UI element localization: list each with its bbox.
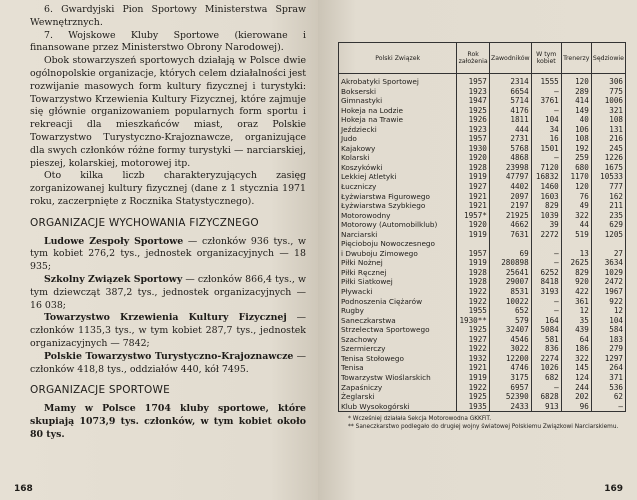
cell-value: 7631 (489, 230, 531, 240)
cell-value: 12200 (489, 354, 531, 364)
cell-value: 682 (531, 373, 561, 383)
table-row (339, 172, 626, 182)
cell-association: Saneczkarstwa (339, 316, 457, 326)
cell-association: Jeździecki (339, 125, 457, 135)
cell-value: 2472 (591, 277, 625, 287)
cell-association: Podnoszenia Ciężarów (339, 297, 457, 307)
cell-association: Akrobatyki Sportowej (339, 74, 457, 87)
table-row (339, 392, 626, 402)
cell-value: 1927 (457, 182, 490, 192)
table-row (339, 383, 626, 393)
table-row (339, 182, 626, 192)
cell-association: Piłki Siatkowej (339, 277, 457, 287)
cell-value: 1925 (457, 106, 490, 116)
cell-value: 2731 (489, 134, 531, 144)
cell-association: Szachowy (339, 335, 457, 345)
org-entry: Ludowe Zespoły Sportowe — członków 936 tys., w tym kobiet 276,2 tys., jednostek organizacyjnych — 18 935; (30, 235, 306, 273)
cell-value: 149 (561, 106, 591, 116)
cell-value: 4546 (489, 335, 531, 345)
table-row (339, 125, 626, 135)
cell-value: 4746 (489, 363, 531, 373)
cell-value: 1928 (457, 277, 490, 287)
cell-value: 1006 (591, 96, 625, 106)
cell-value: 39 (531, 220, 561, 230)
cell-value: 922 (591, 297, 625, 307)
paragraph-3: Mamy w Polsce 1704 kluby sportowe, które skupiają 1073,9 tys. członków, w tym kobiet około 80 tys. (30, 403, 306, 440)
cell-association: Strzelectwa Sportowego (339, 325, 457, 335)
table-row (339, 239, 626, 249)
cell-value: 321 (591, 106, 625, 116)
table-row (339, 134, 626, 144)
cell-value: — (531, 106, 561, 116)
cell-value: 104 (591, 316, 625, 326)
cell-value: 2197 (489, 201, 531, 211)
cell-value: 1922 (457, 297, 490, 307)
cell-value: 422 (561, 287, 591, 297)
cell-association: Łuczniczy (339, 182, 457, 192)
cell-value: 1920 (457, 220, 490, 230)
cell-value: 216 (591, 134, 625, 144)
cell-value: 1930 (457, 144, 490, 154)
page-number-right: 169 (604, 484, 623, 494)
cell-value: 1555 (531, 74, 561, 87)
cell-value: 162 (591, 192, 625, 202)
cell-association: Towarzystw Wioślarskich (339, 373, 457, 383)
table-row (339, 325, 626, 335)
cell-value: 6654 (489, 87, 531, 97)
cell-value: 579 (489, 316, 531, 326)
cell-value: 371 (591, 373, 625, 383)
table-row (339, 220, 626, 230)
cell-value: 64 (561, 335, 591, 345)
cell-value: 1957* (457, 211, 490, 221)
cell-value: 777 (591, 182, 625, 192)
cell-association: Rugby (339, 306, 457, 316)
cell-value: 13 (561, 249, 591, 259)
cell-value: 1460 (531, 182, 561, 192)
header-referees: Sędziowie (591, 43, 625, 74)
cell-value: 12 (561, 306, 591, 316)
cell-value: — (531, 258, 561, 268)
cell-value: 12 (591, 306, 625, 316)
cell-value: 40 (561, 115, 591, 125)
cell-association: Hokeja na Lodzie (339, 106, 457, 116)
cell-value (457, 239, 490, 249)
cell-value: 108 (561, 134, 591, 144)
footnote-1: * Wcześniej działała Sekcja Motorowodna GKKFiT. (348, 416, 492, 423)
cell-value: 519 (561, 230, 591, 240)
cell-association: Piłki Ręcznej (339, 268, 457, 278)
cell-value: 1922 (457, 383, 490, 393)
sports-associations-table (338, 42, 626, 412)
cell-value: 244 (561, 383, 591, 393)
cell-value: 5714 (489, 96, 531, 106)
cell-value: 16 (531, 134, 561, 144)
left-page (0, 0, 318, 500)
cell-value: 1923 (457, 125, 490, 135)
cell-value: 2625 (561, 258, 591, 268)
table-row (339, 268, 626, 278)
cell-value: 108 (591, 115, 625, 125)
cell-value: — (531, 249, 561, 259)
cell-value: 21925 (489, 211, 531, 221)
cell-value: 44 (561, 220, 591, 230)
table-row (339, 354, 626, 364)
cell-value: 1923 (457, 87, 490, 97)
table-row (339, 344, 626, 354)
cell-value: 76 (561, 192, 591, 202)
cell-value: 1926 (457, 115, 490, 125)
paragraph-1: Obok stowarzyszeń sportowych działają w Polsce dwie ogólnopolskie organizacje, których celem działalności jest rozwijanie masowych form kultury fizycznej i turystyki: Towarzystwo Krzewienia Kultury Fizycznej, które zajmuje się głównie organizowaniem popularnych form sportu i rekreacji dla mieszkańców miast, oraz Polskie Towarzystwo Turystyczno-Krajoznawcze, organizujące dla swych członków różne formy turystyki — narciarskiej, pieszej, kolarskiej, motorowej itp. (30, 55, 306, 169)
cell-association: Kolarski (339, 153, 457, 163)
table-row (339, 230, 626, 240)
table-row (339, 192, 626, 202)
cell-value: 1921 (457, 363, 490, 373)
cell-value: 1811 (489, 115, 531, 125)
cell-value: 2097 (489, 192, 531, 202)
table-row (339, 258, 626, 268)
cell-value: 1920 (457, 153, 490, 163)
cell-association: Tenisa (339, 363, 457, 373)
cell-value: — (531, 87, 561, 97)
table-row (339, 363, 626, 373)
table-row (339, 144, 626, 154)
cell-value: 775 (591, 87, 625, 97)
cell-value: 1925 (457, 325, 490, 335)
cell-association: Klub Wysokogórski (339, 402, 457, 412)
cell-association: Bokserski (339, 87, 457, 97)
cell-value: 1501 (531, 144, 561, 154)
cell-association: Narciarski (339, 230, 457, 240)
cell-value (489, 239, 531, 249)
cell-value: 124 (561, 373, 591, 383)
cell-value: 322 (561, 354, 591, 364)
cell-association: Żeglarski (339, 392, 457, 402)
cell-value: 829 (531, 201, 561, 211)
cell-association: Gimnastyki (339, 96, 457, 106)
cell-association: Pływacki (339, 287, 457, 297)
cell-value: 444 (489, 125, 531, 135)
cell-value: 289 (561, 87, 591, 97)
cell-value: 1919 (457, 373, 490, 383)
cell-value: 2314 (489, 74, 531, 87)
cell-value: 1947 (457, 96, 490, 106)
cell-value: 32407 (489, 325, 531, 335)
cell-value: 211 (591, 201, 625, 211)
paragraph-2: Oto kilka liczb charakteryzujących zasięg zorganizowanej kultury fizycznej (dane z 1 stycznia 1971 roku, zaczerpnięte z Rocznika Statystycznego). (30, 170, 306, 207)
left-page-text (30, 4, 306, 442)
cell-association: Piłki Nożnej (339, 258, 457, 268)
table-header-row (339, 43, 626, 74)
cell-value: 920 (561, 277, 591, 287)
cell-association: Łyżwiarstwa Figurowego (339, 192, 457, 202)
header-coaches: Trenerzy (561, 43, 591, 74)
cell-value: 1928 (457, 268, 490, 278)
table-row (339, 87, 626, 97)
cell-value: 1957 (457, 249, 490, 259)
cell-value: 361 (561, 297, 591, 307)
cell-value: 280898 (489, 258, 531, 268)
cell-value: 1026 (531, 363, 561, 373)
cell-value: 629 (591, 220, 625, 230)
cell-value (531, 239, 561, 249)
cell-value: 235 (591, 211, 625, 221)
cell-value: 439 (561, 325, 591, 335)
cell-value: 10533 (591, 172, 625, 182)
cell-value: 6252 (531, 268, 561, 278)
cell-value: 1967 (591, 287, 625, 297)
statistics-table-wrap (338, 42, 626, 431)
footnotes (338, 416, 626, 431)
cell-value: 145 (561, 363, 591, 373)
cell-value: 3761 (531, 96, 561, 106)
cell-value: 202 (561, 392, 591, 402)
cell-association: Lekkiej Atletyki (339, 172, 457, 182)
heading-physical-education: ORGANIZACJE WYCHOWANIA FIZYCZNEGO (30, 216, 259, 229)
cell-value: 1928 (457, 163, 490, 173)
cell-value: 131 (591, 125, 625, 135)
cell-value: 245 (591, 144, 625, 154)
cell-value: 25641 (489, 268, 531, 278)
cell-value: 1925 (457, 392, 490, 402)
cell-value: 183 (591, 335, 625, 345)
table-row (339, 277, 626, 287)
cell-value: 1603 (531, 192, 561, 202)
cell-value: 3634 (591, 258, 625, 268)
table-row (339, 306, 626, 316)
cell-value: 1955 (457, 306, 490, 316)
cell-value: 414 (561, 96, 591, 106)
cell-association: i Dwuboju Zimowego (339, 249, 457, 259)
cell-value: 913 (531, 402, 561, 412)
cell-value: 2433 (489, 402, 531, 412)
cell-value: 1205 (591, 230, 625, 240)
cell-value: 10022 (489, 297, 531, 307)
cell-value: 1039 (531, 211, 561, 221)
cell-value: 1029 (591, 268, 625, 278)
cell-value: 8418 (531, 277, 561, 287)
cell-value: 1919 (457, 172, 490, 182)
cell-value: 62 (591, 392, 625, 402)
cell-value: 6828 (531, 392, 561, 402)
cell-value: 6957 (489, 383, 531, 393)
org-entry: Szkolny Związek Sportowy — członków 866,4 tys., w tym dziewcząt 387,2 tys., jednostek organizacyjnych — 16 038; (30, 273, 306, 311)
cell-association: Judo (339, 134, 457, 144)
cell-value: 52390 (489, 392, 531, 402)
cell-association: Kajakowy (339, 144, 457, 154)
table-row (339, 74, 626, 87)
table-row (339, 402, 626, 412)
list-item-7: 7. Wojskowe Kluby Sportowe (kierowane i finansowane przez Ministerstwo Obrony Narodowej). (30, 29, 306, 54)
cell-value: 1927 (457, 335, 490, 345)
cell-value: 1930** (457, 316, 490, 326)
heading-sports-organizations: ORGANIZACJE SPORTOWE (30, 384, 170, 397)
cell-value: 5084 (531, 325, 561, 335)
cell-value: 49 (561, 201, 591, 211)
cell-value: 1297 (591, 354, 625, 364)
cell-value: 164 (531, 316, 561, 326)
cell-value: 1919 (457, 258, 490, 268)
table-row (339, 201, 626, 211)
table-row (339, 163, 626, 173)
cell-value: 3193 (531, 287, 561, 297)
cell-value: 279 (591, 344, 625, 354)
cell-value: — (531, 383, 561, 393)
header-athletes: Zawodników (489, 43, 531, 74)
cell-value: 536 (591, 383, 625, 393)
cell-value: 69 (489, 249, 531, 259)
cell-value: 16832 (531, 172, 561, 182)
table-row (339, 249, 626, 259)
cell-association: Tenisa Stołowego (339, 354, 457, 364)
cell-value: 4662 (489, 220, 531, 230)
cell-value: — (531, 306, 561, 316)
cell-value: 680 (561, 163, 591, 173)
cell-value: 1170 (561, 172, 591, 182)
header-women: W tym kobiet (531, 43, 561, 74)
table-row (339, 335, 626, 345)
cell-value: 4176 (489, 106, 531, 116)
cell-value: 23998 (489, 163, 531, 173)
footnote-2: ** Saneczkarstwo podlegało do drugiej wojny światowej Polskiemu Związkowi Narciarskiemu. (348, 423, 619, 430)
cell-value: 836 (531, 344, 561, 354)
cell-value: 104 (531, 115, 561, 125)
cell-value: 1932 (457, 354, 490, 364)
cell-value: 581 (531, 335, 561, 345)
cell-association: Hokeja na Trawie (339, 115, 457, 125)
table-row (339, 373, 626, 383)
table-row (339, 96, 626, 106)
table-row (339, 297, 626, 307)
cell-value: 1935 (457, 402, 490, 412)
table-row (339, 106, 626, 116)
cell-value: 2272 (531, 230, 561, 240)
right-page (318, 0, 637, 500)
cell-value: 34 (531, 125, 561, 135)
org-entry: Polskie Towarzystwo Turystyczno-Krajoznawcze — członków 418,8 tys., oddziałów 440, kół 7495. (30, 350, 306, 375)
cell-value: 829 (561, 268, 591, 278)
cell-value: 1675 (591, 163, 625, 173)
cell-value: 1957 (457, 74, 490, 87)
table-row (339, 287, 626, 297)
cell-value: 1921 (457, 201, 490, 211)
cell-association: Szermierczy (339, 344, 457, 354)
cell-value: 47797 (489, 172, 531, 182)
cell-value: 322 (561, 211, 591, 221)
cell-association: Zapaśniczy (339, 383, 457, 393)
cell-association: Łyżwiarstwa Szybkiego (339, 201, 457, 211)
cell-value: — (531, 297, 561, 307)
cell-value: 120 (561, 74, 591, 87)
cell-value: 306 (591, 74, 625, 87)
cell-value: 120 (561, 182, 591, 192)
list-item-6: 6. Gwardyjski Pion Sportowy Ministerstwa Spraw Wewnętrznych. (30, 4, 306, 28)
cell-value: 4868 (489, 153, 531, 163)
cell-value (591, 239, 625, 249)
table-row (339, 153, 626, 163)
cell-value: 1919 (457, 230, 490, 240)
table-row (339, 211, 626, 221)
cell-value: 259 (561, 153, 591, 163)
org-entry: Towarzystwo Krzewienia Kultury Fizycznej — członków 1135,3 tys., w tym kobiet 287,7 tys., jednostek organizacyjnych — 7842; (30, 312, 306, 349)
page-number-left: 168 (14, 484, 33, 494)
cell-value: 35 (561, 316, 591, 326)
cell-value: 7120 (531, 163, 561, 173)
cell-value: 1226 (591, 153, 625, 163)
cell-value: 8531 (489, 287, 531, 297)
cell-value: 4402 (489, 182, 531, 192)
table-row (339, 316, 626, 326)
cell-association: Pięcioboju Nowoczesnego (339, 239, 457, 249)
cell-value: 2274 (531, 354, 561, 364)
cell-value: 3022 (489, 344, 531, 354)
cell-value: 1957 (457, 134, 490, 144)
table-row (339, 115, 626, 125)
cell-value: 27 (591, 249, 625, 259)
cell-value: — (591, 402, 625, 412)
cell-value: 652 (489, 306, 531, 316)
cell-value: 584 (591, 325, 625, 335)
cell-value: 1922 (457, 287, 490, 297)
cell-association: Motorowodny (339, 211, 457, 221)
cell-value: 106 (561, 125, 591, 135)
cell-value: 192 (561, 144, 591, 154)
cell-value: 5768 (489, 144, 531, 154)
cell-association: Motorowy (Automobilklub) (339, 220, 457, 230)
cell-value: 96 (561, 402, 591, 412)
cell-value: 3175 (489, 373, 531, 383)
cell-value: 264 (591, 363, 625, 373)
header-association: Polski Związek (339, 43, 457, 74)
cell-association: Koszykówki (339, 163, 457, 173)
cell-value: 186 (561, 344, 591, 354)
cell-value: 29007 (489, 277, 531, 287)
header-year: Rok założenia (457, 43, 490, 74)
cell-value: — (531, 153, 561, 163)
cell-value: 1921 (457, 192, 490, 202)
cell-value: 1922 (457, 344, 490, 354)
cell-value (561, 239, 591, 249)
